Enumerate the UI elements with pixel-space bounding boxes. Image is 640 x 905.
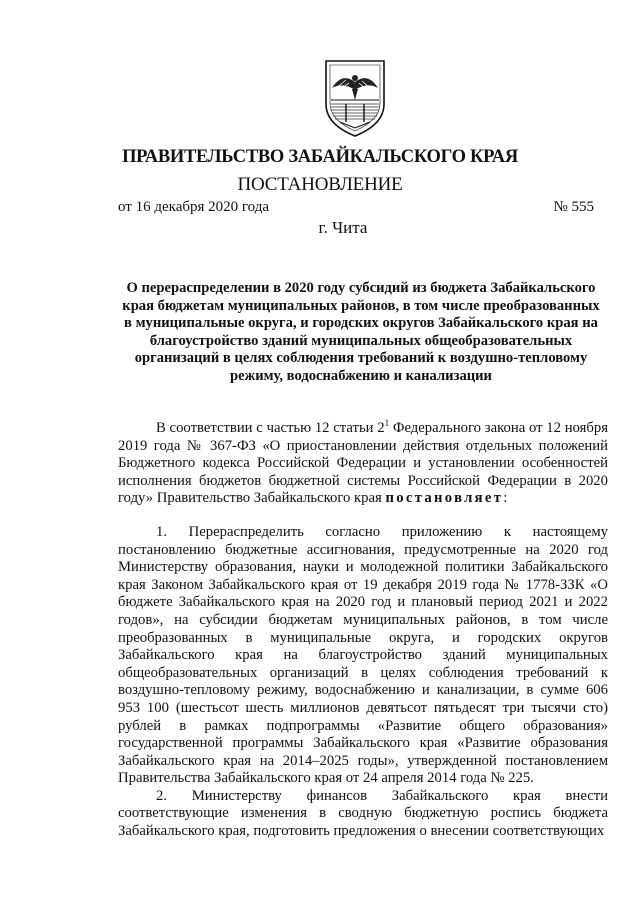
preamble-text-start: В соответствии с частью 12 статьи 2	[156, 420, 385, 436]
document-subject: О перераспределении в 2020 году субсидий из бюджета Забайкальского края бюджетам муниципальных районов, в том числе преобразованных в муниципальные округа, и городских округов Забайкальского края на благоустройство зданий муниципальных общеобразовательных организаций в целях соблюдения требований к воздушно-тепловому режиму, водоснабжению и канализации	[122, 280, 600, 384]
preamble-paragraph	[118, 420, 608, 508]
article-superscript: 1	[384, 418, 390, 428]
organization-title: ПРАВИТЕЛЬСТВО ЗАБАЙКАЛЬСКОГО КРАЯ	[122, 147, 518, 167]
preamble-text: Федерального закона от 12 ноября 2019 года № 367-ФЗ «О приостановлении действия отдельных положений Бюджетного кодекса Российской Федерации и установлении особенностей исполнения бюджетов бюджетной системы Российской Федерации в 2020 году» Правительство Забайкальского края	[118, 420, 608, 507]
decree-word: постановляет	[385, 490, 504, 507]
item-2-paragraph: 2. Министерству финансов Забайкальского края внести соответствующие изменения в сводную бюджетную роспись бюджета Забайкальского края, подготовить предложения о внесении соответствующих	[118, 787, 608, 840]
coat-of-arms-emblem	[322, 58, 388, 138]
document-date: от 16 декабря 2020 года	[118, 199, 270, 215]
document-body	[118, 420, 608, 841]
document-type: ПОСТАНОВЛЕНИЕ	[237, 174, 403, 195]
document-city: г. Чита	[318, 218, 368, 237]
preamble-end: :	[503, 490, 508, 507]
item-1-paragraph: 1. Перераспределить согласно приложению к настоящему постановлению бюджетные ассигнования, предусмотренные на 2020 год Министерству образования, науки и молодежной политики Забайкальского края Законом Забайкальского края от 19 декабря 2019 года № 1778-ЗЗК «О бюджете Забайкальского края на 2020 год и плановый период 2021 и 2022 годов», на субсидии бюджетам муниципальных районов, в том числе преобразованных в муниципальные округа, и городских округов Забайкальского края на благоустройство зданий муниципальных общеобразовательных организаций в целях соблюдения требований к воздушно-тепловому режиму, водоснабжению и канализации, в сумме 606 953 100 (шестьсот шесть миллионов девятьсот пятьдесят три тысячи сто) рублей в рамках подпрограммы «Развитие общего образования» государственной программы Забайкальского края «Развитие образования Забайкальского края на 2014–2025 годы», утвержденной постановлением Правительства Забайкальского края от 24 апреля 2014 года № 225.	[118, 523, 608, 787]
document-number: № 555	[553, 199, 594, 215]
